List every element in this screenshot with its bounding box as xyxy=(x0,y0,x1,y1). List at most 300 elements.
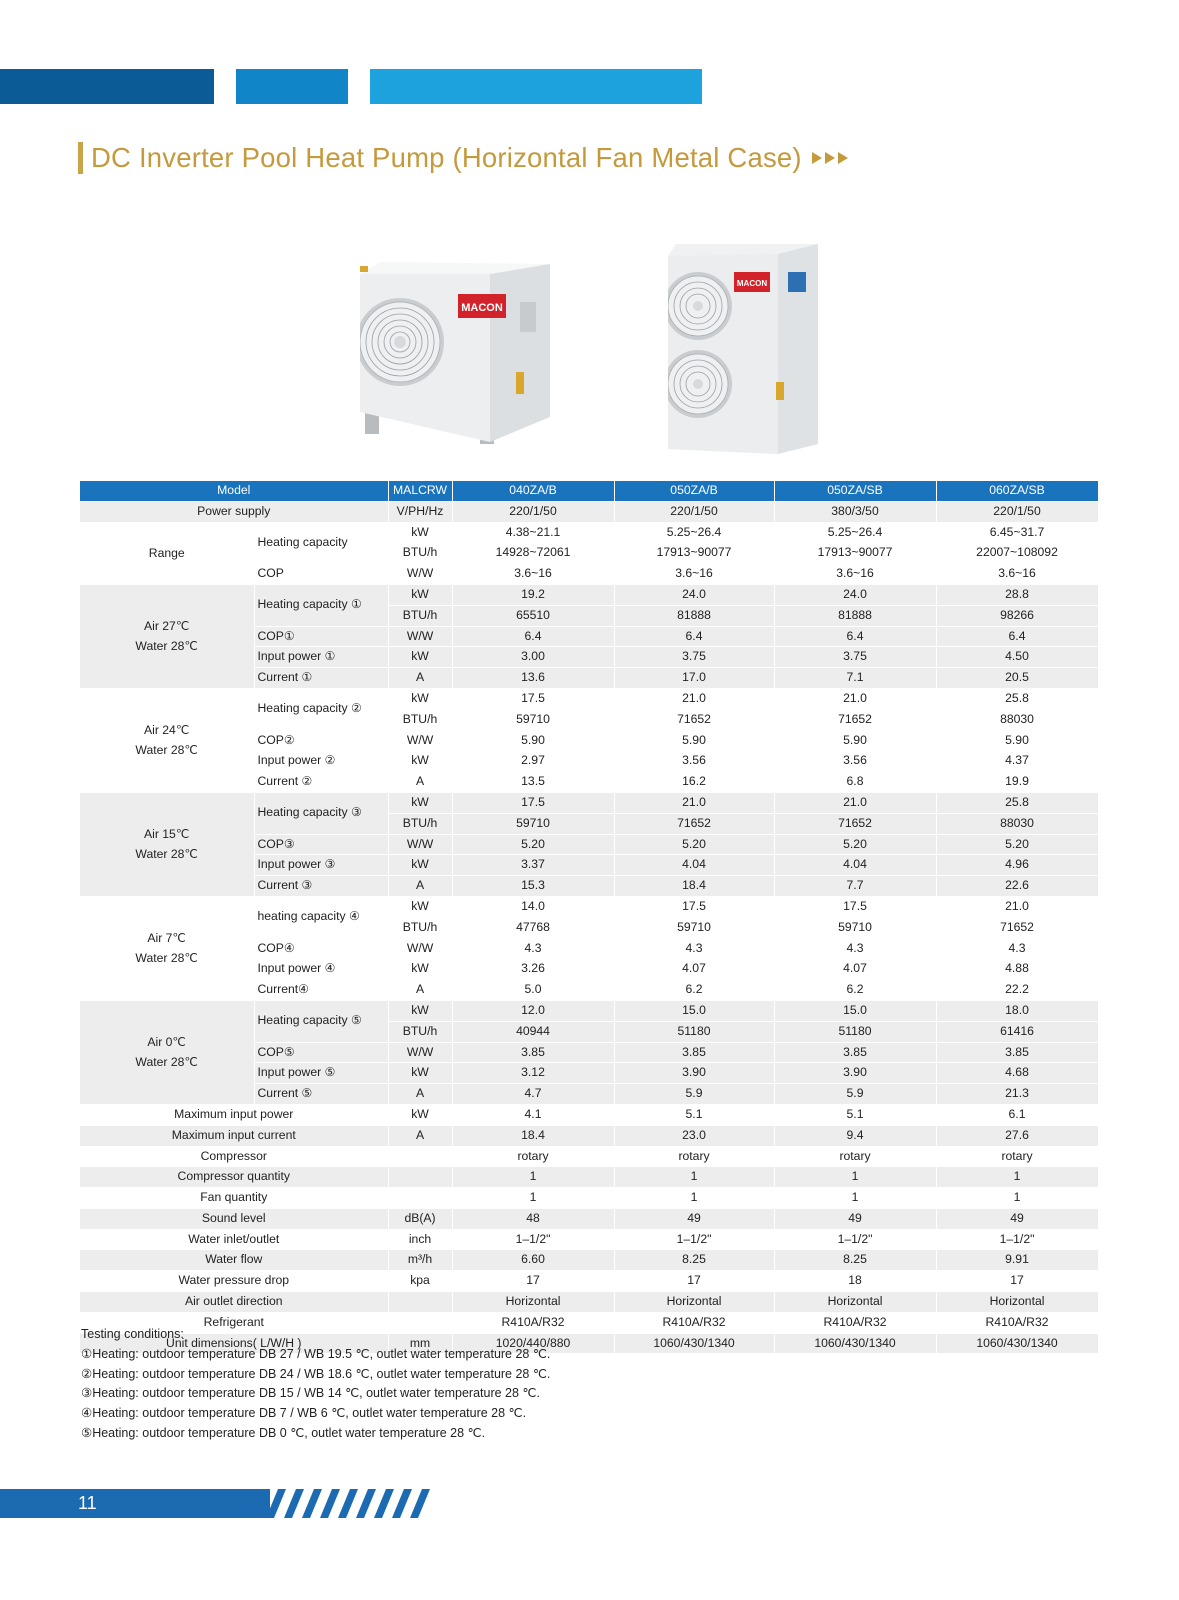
header-cell: 050ZA/SB xyxy=(774,481,936,501)
title-block xyxy=(78,140,848,176)
table-cell: 51180 xyxy=(774,1021,936,1042)
unit-cell: V/PH/Hz xyxy=(388,501,452,522)
table-cell: 12.0 xyxy=(452,1000,614,1021)
sub-label: Input power ③ xyxy=(254,855,388,876)
sub-label: Heating capacity ① xyxy=(254,584,388,626)
table-cell: 17.5 xyxy=(452,688,614,709)
unit-cell: kW xyxy=(388,688,452,709)
table-cell: 17.5 xyxy=(452,792,614,813)
unit-cell xyxy=(388,1292,452,1313)
condition-air: Air 15℃ xyxy=(143,827,190,842)
unit-cell: A xyxy=(388,772,452,793)
table-row xyxy=(80,688,1098,709)
unit-cell: kW xyxy=(388,584,452,605)
table-cell: 1 xyxy=(452,1188,614,1209)
table-cell: 88030 xyxy=(936,813,1098,834)
table-header-row xyxy=(80,481,1098,501)
table-cell: 1 xyxy=(614,1167,774,1188)
unit-cell: m³/h xyxy=(388,1250,452,1271)
table-cell: 5.90 xyxy=(452,730,614,751)
table-cell: 1020/440/880 xyxy=(452,1333,614,1354)
table-cell: 21.0 xyxy=(614,792,774,813)
spec-table-body xyxy=(80,481,1098,1354)
note-line: ③Heating: outdoor temperature DB 15 / WB 14 ℃, outlet water temperature 28 ℃. xyxy=(81,1386,540,1401)
table-cell: 22.6 xyxy=(936,876,1098,897)
table-cell: 6.2 xyxy=(774,980,936,1001)
row-label: Refrigerant xyxy=(80,1312,388,1333)
sub-label: Input power ① xyxy=(254,647,388,668)
unit-cell: kW xyxy=(388,522,452,543)
table-row xyxy=(80,522,1098,543)
unit-cell: BTU/h xyxy=(388,543,452,564)
sub-label: Input power ⑤ xyxy=(254,1063,388,1084)
testing-notes xyxy=(81,1325,550,1444)
unit-cell: kW xyxy=(388,1000,452,1021)
table-cell: 6.4 xyxy=(936,626,1098,647)
condition-label xyxy=(80,584,254,688)
table-cell: 3.56 xyxy=(614,751,774,772)
table-cell: 380/3/50 xyxy=(774,501,936,522)
table-cell: 17 xyxy=(936,1271,1098,1292)
table-cell: 3.85 xyxy=(936,1042,1098,1063)
table-cell: 24.0 xyxy=(774,584,936,605)
table-cell: 1060/430/1340 xyxy=(774,1333,936,1354)
table-cell: 51180 xyxy=(614,1021,774,1042)
table-cell: 22007~108092 xyxy=(936,543,1098,564)
sub-label: COP xyxy=(254,564,388,585)
sub-label: Current ① xyxy=(254,668,388,689)
unit-cell: W/W xyxy=(388,730,452,751)
row-label: Maximum input power xyxy=(80,1104,388,1125)
unit-cell: BTU/h xyxy=(388,605,452,626)
table-cell: 59710 xyxy=(452,709,614,730)
unit-cell: A xyxy=(388,1125,452,1146)
table-cell: 18.4 xyxy=(452,1125,614,1146)
table-cell: 48 xyxy=(452,1208,614,1229)
table-cell: 3.90 xyxy=(774,1063,936,1084)
table-row xyxy=(80,1292,1098,1313)
sub-label: COP① xyxy=(254,626,388,647)
header-bar-light xyxy=(370,69,702,104)
table-cell: 17913~90077 xyxy=(614,543,774,564)
unit-cell: BTU/h xyxy=(388,1021,452,1042)
table-cell: 1–1/2" xyxy=(774,1229,936,1250)
condition-label xyxy=(80,1000,254,1104)
table-cell: rotary xyxy=(774,1146,936,1167)
row-label: Unit dimensions( L/W/H ) xyxy=(80,1333,388,1354)
table-cell: 1060/430/1340 xyxy=(614,1333,774,1354)
table-cell: 1 xyxy=(452,1167,614,1188)
table-cell: 3.12 xyxy=(452,1063,614,1084)
table-cell: 4.3 xyxy=(774,938,936,959)
table-cell: 4.7 xyxy=(452,1084,614,1105)
table-cell: 9.4 xyxy=(774,1125,936,1146)
table-row xyxy=(80,1167,1098,1188)
unit-cell: kW xyxy=(388,751,452,772)
table-row xyxy=(80,1104,1098,1125)
table-cell: rotary xyxy=(452,1146,614,1167)
unit-cell: W/W xyxy=(388,938,452,959)
table-cell: 17 xyxy=(452,1271,614,1292)
table-cell: 61416 xyxy=(936,1021,1098,1042)
table-cell: 220/1/50 xyxy=(936,501,1098,522)
note-line: ⑤Heating: outdoor temperature DB 0 ℃, outlet water temperature 28 ℃. xyxy=(81,1425,486,1440)
table-cell: 4.38~21.1 xyxy=(452,522,614,543)
table-cell: 71652 xyxy=(614,813,774,834)
table-cell: 1–1/2" xyxy=(936,1229,1098,1250)
unit-cell: W/W xyxy=(388,1042,452,1063)
condition-air: Air 24℃ xyxy=(143,723,190,738)
table-cell: 16.2 xyxy=(614,772,774,793)
condition-water: Water 28℃ xyxy=(135,951,199,966)
sub-label: COP⑤ xyxy=(254,1042,388,1063)
table-cell: 15.0 xyxy=(774,1000,936,1021)
row-label: Compressor quantity xyxy=(80,1167,388,1188)
group-label: Range xyxy=(80,522,254,584)
row-label: Fan quantity xyxy=(80,1188,388,1209)
table-cell: 27.6 xyxy=(936,1125,1098,1146)
sub-label: Input power ④ xyxy=(254,959,388,980)
sub-label: Heating capacity ② xyxy=(254,688,388,730)
table-cell: 21.0 xyxy=(774,792,936,813)
table-cell: 3.6~16 xyxy=(614,564,774,585)
footer-bar xyxy=(0,1489,270,1518)
table-cell: 3.00 xyxy=(452,647,614,668)
header-cell: MALCRW xyxy=(388,481,452,501)
condition-water: Water 28℃ xyxy=(135,1055,199,1070)
table-cell: 6.45~31.7 xyxy=(936,522,1098,543)
table-cell: R410A/R32 xyxy=(774,1312,936,1333)
condition-air: Air 7℃ xyxy=(147,931,187,946)
table-cell: 3.6~16 xyxy=(774,564,936,585)
table-cell: 47768 xyxy=(452,917,614,938)
header-cell: 040ZA/B xyxy=(452,481,614,501)
table-cell: 4.88 xyxy=(936,959,1098,980)
title-accent-bar xyxy=(78,142,83,174)
table-cell: 3.26 xyxy=(452,959,614,980)
table-cell: 6.4 xyxy=(774,626,936,647)
table-cell: 5.90 xyxy=(614,730,774,751)
table-cell: 98266 xyxy=(936,605,1098,626)
condition-air: Air 0℃ xyxy=(147,1035,187,1050)
sub-label: Heating capacity ⑤ xyxy=(254,1000,388,1042)
table-cell: 3.85 xyxy=(452,1042,614,1063)
table-cell: Horizontal xyxy=(614,1292,774,1313)
table-cell: 49 xyxy=(936,1208,1098,1229)
table-cell: 1 xyxy=(614,1188,774,1209)
table-cell: 3.6~16 xyxy=(936,564,1098,585)
table-cell: 15.3 xyxy=(452,876,614,897)
note-line: Testing conditions: xyxy=(81,1327,184,1341)
table-cell: 1060/430/1340 xyxy=(936,1333,1098,1354)
unit-cell: kpa xyxy=(388,1271,452,1292)
note-line: ④Heating: outdoor temperature DB 7 / WB 6 ℃, outlet water temperature 28 ℃. xyxy=(81,1406,527,1421)
table-cell: 24.0 xyxy=(614,584,774,605)
table-cell: 17 xyxy=(614,1271,774,1292)
table-cell: 21.0 xyxy=(614,688,774,709)
table-cell: 71652 xyxy=(614,709,774,730)
table-row xyxy=(80,1146,1098,1167)
unit-cell: A xyxy=(388,980,452,1001)
table-cell: 17913~90077 xyxy=(774,543,936,564)
condition-water: Water 28℃ xyxy=(135,847,199,862)
table-row xyxy=(80,1125,1098,1146)
table-cell: 21.3 xyxy=(936,1084,1098,1105)
table-cell: 3.6~16 xyxy=(452,564,614,585)
table-cell: 3.90 xyxy=(614,1063,774,1084)
footer-stripes xyxy=(266,1489,436,1518)
spec-table xyxy=(80,481,1099,1354)
sub-label: COP④ xyxy=(254,938,388,959)
table-cell: 13.5 xyxy=(452,772,614,793)
table-cell: 8.25 xyxy=(774,1250,936,1271)
table-cell: 4.07 xyxy=(614,959,774,980)
table-cell: R410A/R32 xyxy=(936,1312,1098,1333)
table-cell: 1 xyxy=(936,1188,1098,1209)
table-cell: 4.3 xyxy=(452,938,614,959)
table-cell: 21.0 xyxy=(936,896,1098,917)
table-cell: Horizontal xyxy=(774,1292,936,1313)
table-cell: 4.37 xyxy=(936,751,1098,772)
table-cell: 25.8 xyxy=(936,688,1098,709)
row-label: Compressor xyxy=(80,1146,388,1167)
table-cell: 13.6 xyxy=(452,668,614,689)
header-bar-mid xyxy=(236,69,348,104)
table-cell: 7.1 xyxy=(774,668,936,689)
table-cell: 5.20 xyxy=(614,834,774,855)
table-cell: 4.50 xyxy=(936,647,1098,668)
table-cell: 71652 xyxy=(936,917,1098,938)
table-cell: 6.4 xyxy=(614,626,774,647)
table-cell: 19.2 xyxy=(452,584,614,605)
table-cell: 18 xyxy=(774,1271,936,1292)
row-label: Sound level xyxy=(80,1208,388,1229)
condition-air: Air 27℃ xyxy=(143,619,190,634)
row-label: Air outlet direction xyxy=(80,1292,388,1313)
table-cell: 9.91 xyxy=(936,1250,1098,1271)
sub-label: Current ③ xyxy=(254,876,388,897)
table-cell: rotary xyxy=(614,1146,774,1167)
sub-label: Current ② xyxy=(254,772,388,793)
triple-arrow-icon xyxy=(812,152,848,164)
table-cell: 5.90 xyxy=(936,730,1098,751)
table-cell: 4.1 xyxy=(452,1104,614,1125)
table-cell: 3.85 xyxy=(614,1042,774,1063)
table-cell: 1 xyxy=(936,1167,1098,1188)
row-label: Water flow xyxy=(80,1250,388,1271)
unit-cell: inch xyxy=(388,1229,452,1250)
page-title: DC Inverter Pool Heat Pump (Horizontal Fan Metal Case) xyxy=(91,142,802,173)
note-line: ②Heating: outdoor temperature DB 24 / WB 18.6 ℃, outlet water temperature 28 ℃. xyxy=(81,1366,551,1381)
unit-cell: W/W xyxy=(388,626,452,647)
table-cell: 1 xyxy=(774,1167,936,1188)
table-cell: Horizontal xyxy=(936,1292,1098,1313)
table-cell: 19.9 xyxy=(936,772,1098,793)
table-cell: 71652 xyxy=(774,709,936,730)
product-image-double-fan xyxy=(668,244,824,456)
unit-cell: kW xyxy=(388,1104,452,1125)
sub-label: COP③ xyxy=(254,834,388,855)
header-cell: Model xyxy=(80,481,388,501)
table-cell: 6.2 xyxy=(614,980,774,1001)
table-cell: 15.0 xyxy=(614,1000,774,1021)
table-cell: 6.1 xyxy=(936,1104,1098,1125)
table-cell: 6.60 xyxy=(452,1250,614,1271)
table-cell: 5.25~26.4 xyxy=(774,522,936,543)
table-cell: 59710 xyxy=(452,813,614,834)
table-cell: R410A/R32 xyxy=(452,1312,614,1333)
page-number: 11 xyxy=(78,1493,97,1513)
table-cell: 3.75 xyxy=(774,647,936,668)
note-line: ①Heating: outdoor temperature DB 27 / WB 19.5 ℃, outlet water temperature 28 ℃. xyxy=(81,1346,551,1361)
sub-label: Heating capacity xyxy=(254,522,388,564)
table-cell: 49 xyxy=(614,1208,774,1229)
table-row xyxy=(80,792,1098,813)
sub-label: heating capacity ④ xyxy=(254,896,388,938)
unit-cell: mm xyxy=(388,1333,452,1354)
table-cell: 7.7 xyxy=(774,876,936,897)
unit-cell: kW xyxy=(388,959,452,980)
table-cell: 25.8 xyxy=(936,792,1098,813)
table-cell: 28.8 xyxy=(936,584,1098,605)
table-cell: 4.3 xyxy=(614,938,774,959)
table-cell: 20.5 xyxy=(936,668,1098,689)
table-cell: 5.20 xyxy=(452,834,614,855)
condition-water: Water 28℃ xyxy=(135,743,199,758)
table-cell: 5.9 xyxy=(774,1084,936,1105)
table-cell: 5.25~26.4 xyxy=(614,522,774,543)
table-cell: rotary xyxy=(936,1146,1098,1167)
header-cell: 060ZA/SB xyxy=(936,481,1098,501)
table-row xyxy=(80,501,1098,522)
unit-cell: A xyxy=(388,876,452,897)
condition-label xyxy=(80,688,254,792)
unit-cell: W/W xyxy=(388,564,452,585)
unit-cell: kW xyxy=(388,855,452,876)
table-row xyxy=(80,1229,1098,1250)
table-cell: 4.04 xyxy=(614,855,774,876)
table-cell: Horizontal xyxy=(452,1292,614,1313)
table-row xyxy=(80,1271,1098,1292)
table-row xyxy=(80,584,1098,605)
table-cell: 3.37 xyxy=(452,855,614,876)
table-cell: 4.07 xyxy=(774,959,936,980)
unit-cell xyxy=(388,1146,452,1167)
table-cell: 59710 xyxy=(614,917,774,938)
table-cell: 5.9 xyxy=(614,1084,774,1105)
sub-label: COP② xyxy=(254,730,388,751)
table-cell: 4.3 xyxy=(936,938,1098,959)
table-cell: 17.0 xyxy=(614,668,774,689)
sub-label: Current ⑤ xyxy=(254,1084,388,1105)
unit-cell xyxy=(388,1188,452,1209)
table-cell: 4.96 xyxy=(936,855,1098,876)
table-cell: 40944 xyxy=(452,1021,614,1042)
unit-cell xyxy=(388,1167,452,1188)
row-label: Water inlet/outlet xyxy=(80,1229,388,1250)
table-cell: 5.20 xyxy=(936,834,1098,855)
table-row xyxy=(80,1000,1098,1021)
table-cell: 5.1 xyxy=(614,1104,774,1125)
product-brand-label: MACON xyxy=(461,302,503,314)
table-row xyxy=(80,896,1098,917)
table-cell: 71652 xyxy=(774,813,936,834)
table-cell: 22.2 xyxy=(936,980,1098,1001)
table-cell: 81888 xyxy=(614,605,774,626)
table-cell: 6.4 xyxy=(452,626,614,647)
unit-cell: kW xyxy=(388,896,452,917)
table-cell: 5.20 xyxy=(774,834,936,855)
row-label: Maximum input current xyxy=(80,1125,388,1146)
sub-label: Input power ② xyxy=(254,751,388,772)
table-cell: 49 xyxy=(774,1208,936,1229)
table-cell: 220/1/50 xyxy=(452,501,614,522)
table-cell: 14.0 xyxy=(452,896,614,917)
table-cell: 5.1 xyxy=(774,1104,936,1125)
table-cell: 2.97 xyxy=(452,751,614,772)
table-cell: 14928~72061 xyxy=(452,543,614,564)
table-cell: 23.0 xyxy=(614,1125,774,1146)
table-cell: 5.90 xyxy=(774,730,936,751)
product-brand-label: MACON xyxy=(736,279,768,288)
sub-label: Current④ xyxy=(254,980,388,1001)
table-cell: 21.0 xyxy=(774,688,936,709)
table-cell: 5.0 xyxy=(452,980,614,1001)
table-cell: 17.5 xyxy=(774,896,936,917)
product-image-single-fan xyxy=(360,262,556,455)
table-cell: 3.56 xyxy=(774,751,936,772)
header-cell: 050ZA/B xyxy=(614,481,774,501)
sub-label: Heating capacity ③ xyxy=(254,792,388,834)
unit-cell: BTU/h xyxy=(388,709,452,730)
unit-cell: BTU/h xyxy=(388,917,452,938)
table-cell: 1–1/2" xyxy=(452,1229,614,1250)
condition-label xyxy=(80,792,254,896)
unit-cell: A xyxy=(388,1084,452,1105)
table-cell: R410A/R32 xyxy=(614,1312,774,1333)
unit-cell: A xyxy=(388,668,452,689)
table-cell: 18.0 xyxy=(936,1000,1098,1021)
row-label: Power supply xyxy=(80,501,388,522)
header-bar-dark xyxy=(0,69,214,104)
table-cell: 6.8 xyxy=(774,772,936,793)
table-row xyxy=(80,1208,1098,1229)
table-cell: 88030 xyxy=(936,709,1098,730)
condition-water: Water 28℃ xyxy=(135,639,199,654)
table-cell: 81888 xyxy=(774,605,936,626)
table-cell: 3.75 xyxy=(614,647,774,668)
table-cell: 65510 xyxy=(452,605,614,626)
condition-label xyxy=(80,896,254,1000)
table-row xyxy=(80,1250,1098,1271)
unit-cell: dB(A) xyxy=(388,1208,452,1229)
table-cell: 220/1/50 xyxy=(614,501,774,522)
unit-cell: kW xyxy=(388,647,452,668)
table-row xyxy=(80,1188,1098,1209)
table-cell: 4.68 xyxy=(936,1063,1098,1084)
table-cell: 18.4 xyxy=(614,876,774,897)
table-cell: 4.04 xyxy=(774,855,936,876)
table-cell: 8.25 xyxy=(614,1250,774,1271)
unit-cell: kW xyxy=(388,1063,452,1084)
table-cell: 3.85 xyxy=(774,1042,936,1063)
table-cell: 1–1/2" xyxy=(614,1229,774,1250)
table-cell: 59710 xyxy=(774,917,936,938)
table-cell: 1 xyxy=(774,1188,936,1209)
table-cell: 17.5 xyxy=(614,896,774,917)
unit-cell: kW xyxy=(388,792,452,813)
unit-cell: W/W xyxy=(388,834,452,855)
